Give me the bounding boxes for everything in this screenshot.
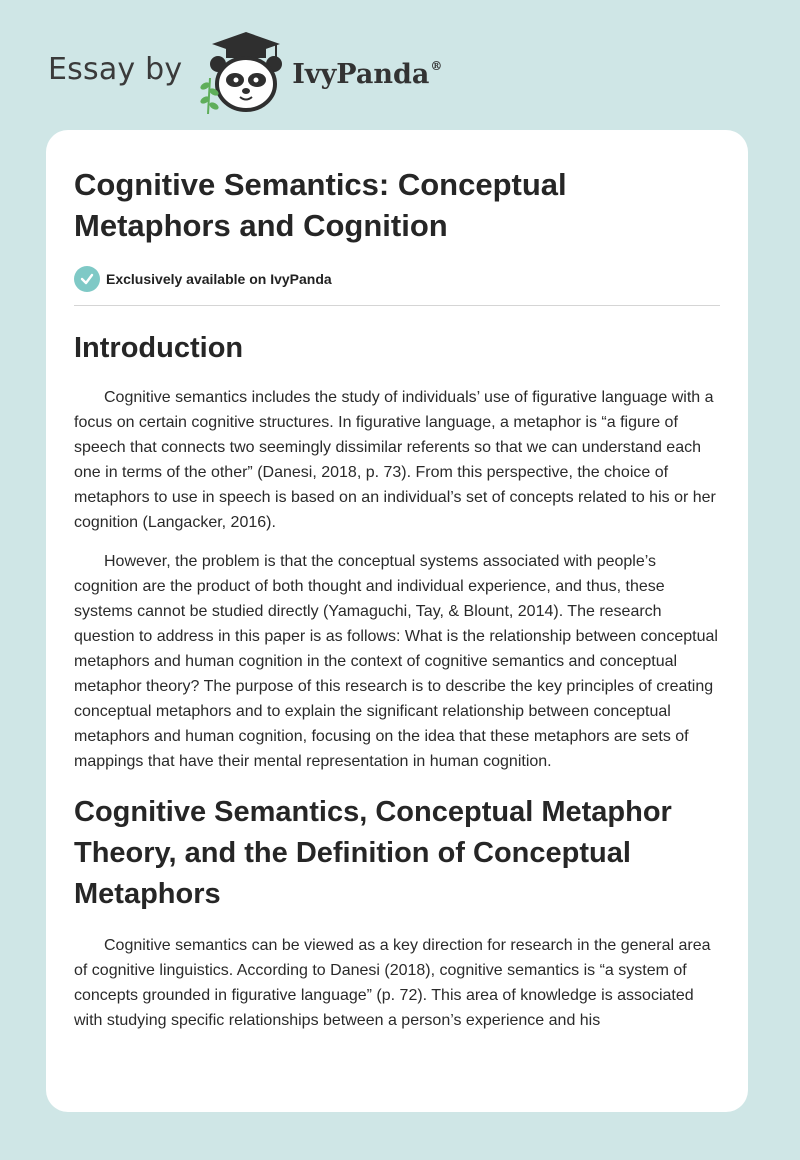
article-card — [46, 130, 748, 1112]
paragraph: Cognitive semantics includes the study of individuals’ use of figurative language with a focus on certain cognitive structures. In figurative language, a metaphor is “a figure of speech that connects two seemingly dissimilar referents so that we can understand each one in terms of the other” (Danesi, 2018, p. 73). From this perspective, the choice of metaphors to use in speech is based on an individual’s set of concepts related to his or her cognition (Langacker, 2016). — [74, 389, 716, 531]
site-header — [48, 28, 442, 116]
essay-by-label: Essay by — [48, 51, 183, 87]
brand-name[interactable]: IvyPanda® — [292, 58, 443, 90]
exclusive-label: Exclusively available on IvyPanda — [106, 271, 332, 287]
section-heading-cognitive-semantics: Cognitive Semantics, Conceptual Metaphor Theory, and the Definition of Conceptual Metaphors — [74, 796, 672, 910]
panda-logo-icon[interactable] — [196, 30, 288, 114]
section-heading-introduction: Introduction — [74, 332, 244, 364]
exclusive-badge — [74, 266, 720, 292]
divider — [74, 305, 720, 306]
check-icon — [74, 266, 100, 292]
paragraph: Cognitive semantics can be viewed as a key direction for research in the general area of cognitive linguistics. According to Danesi (2018), cognitive semantics is “a system of concepts grounded in figurative language” (p. 72). This area of knowledge is associated with studying specific relationships between a person’s experience and his — [74, 937, 711, 1029]
page-title: Cognitive Semantics: Conceptual Metaphors and Cognition — [74, 167, 567, 243]
paragraph: However, the problem is that the conceptual systems associated with people’s cognition are the product of both thought and individual experience, and thus, these systems cannot be studied directly (Yamaguchi, Tay, & Blount, 2014). The research question to address in this paper is as follows: What is the relationship between conceptual metaphors and human cognition in the context of cognitive semantics and conceptual metaphor theory? The purpose of this research is to describe the key principles of creating conceptual metaphors and to explain the significant relationship between conceptual metaphors and human cognition, focusing on the idea that these metaphors are sets of mappings that have their mental representation in human cognition. — [74, 553, 718, 770]
